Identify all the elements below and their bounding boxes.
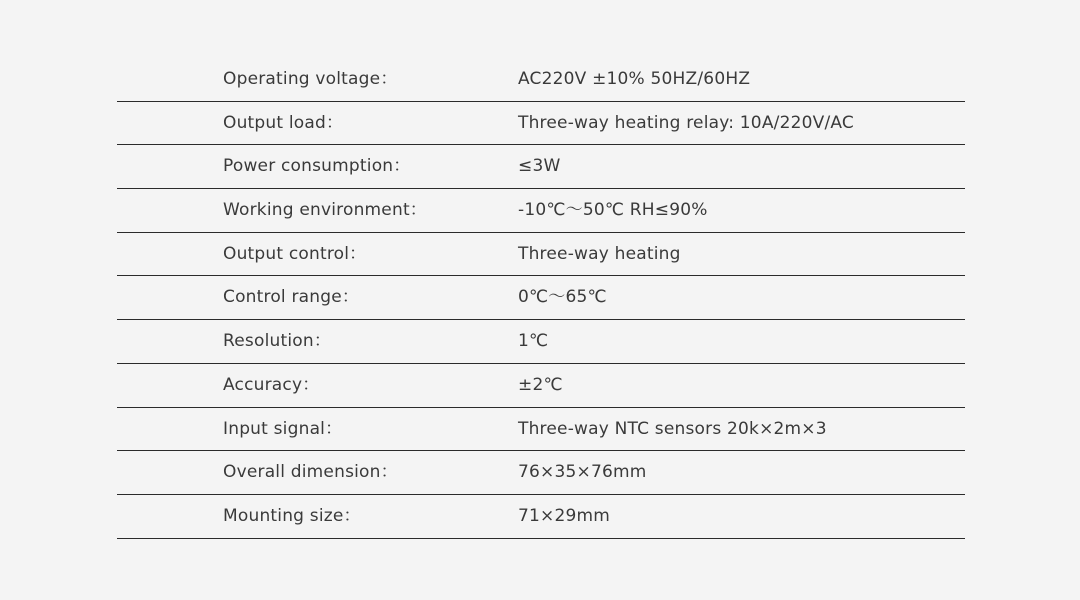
spec-label: Output control： [223,243,367,264]
spec-label: Mounting size： [223,505,361,526]
spec-table [117,58,965,539]
spec-row-accuracy [117,364,965,408]
spec-value: Three-way NTC sensors 20k×2m×3 [518,418,827,439]
spec-row-output-load [117,102,965,146]
spec-row-input-signal [117,408,965,452]
spec-row-control-range [117,276,965,320]
spec-label: Accuracy： [223,374,320,395]
spec-row-mounting-size [117,495,965,539]
spec-row-working-environment [117,189,965,233]
spec-label: Power consumption： [223,156,411,177]
spec-row-resolution [117,320,965,364]
spec-value: Three-way heating [518,243,681,264]
spec-value: ≤3W [518,156,561,177]
spec-value: AC220V ±10% 50HZ/60HZ [518,69,751,89]
spec-label: Input signal： [223,418,343,439]
spec-value: 76×35×76mm [518,462,647,483]
spec-label: Overall dimension： [223,462,398,483]
spec-row-overall-dimension [117,451,965,495]
spec-label: Resolution： [223,331,332,352]
spec-value: 0℃～65℃ [518,287,607,308]
spec-row-power-consumption [117,145,965,189]
spec-label: Control range： [223,287,360,308]
spec-row-operating-voltage [117,58,965,102]
spec-label: Working environment： [223,200,428,221]
spec-value: 1℃ [518,331,549,352]
spec-value: Three-way heating relay: 10A/220V/AC [518,112,854,133]
spec-value: 71×29mm [518,505,611,526]
spec-label: Output load： [223,112,344,133]
spec-row-output-control [117,233,965,277]
spec-label: Operating voltage： [223,69,398,89]
spec-value: -10℃～50℃ RH≤90% [518,200,708,221]
spec-value: ±2℃ [518,374,563,395]
